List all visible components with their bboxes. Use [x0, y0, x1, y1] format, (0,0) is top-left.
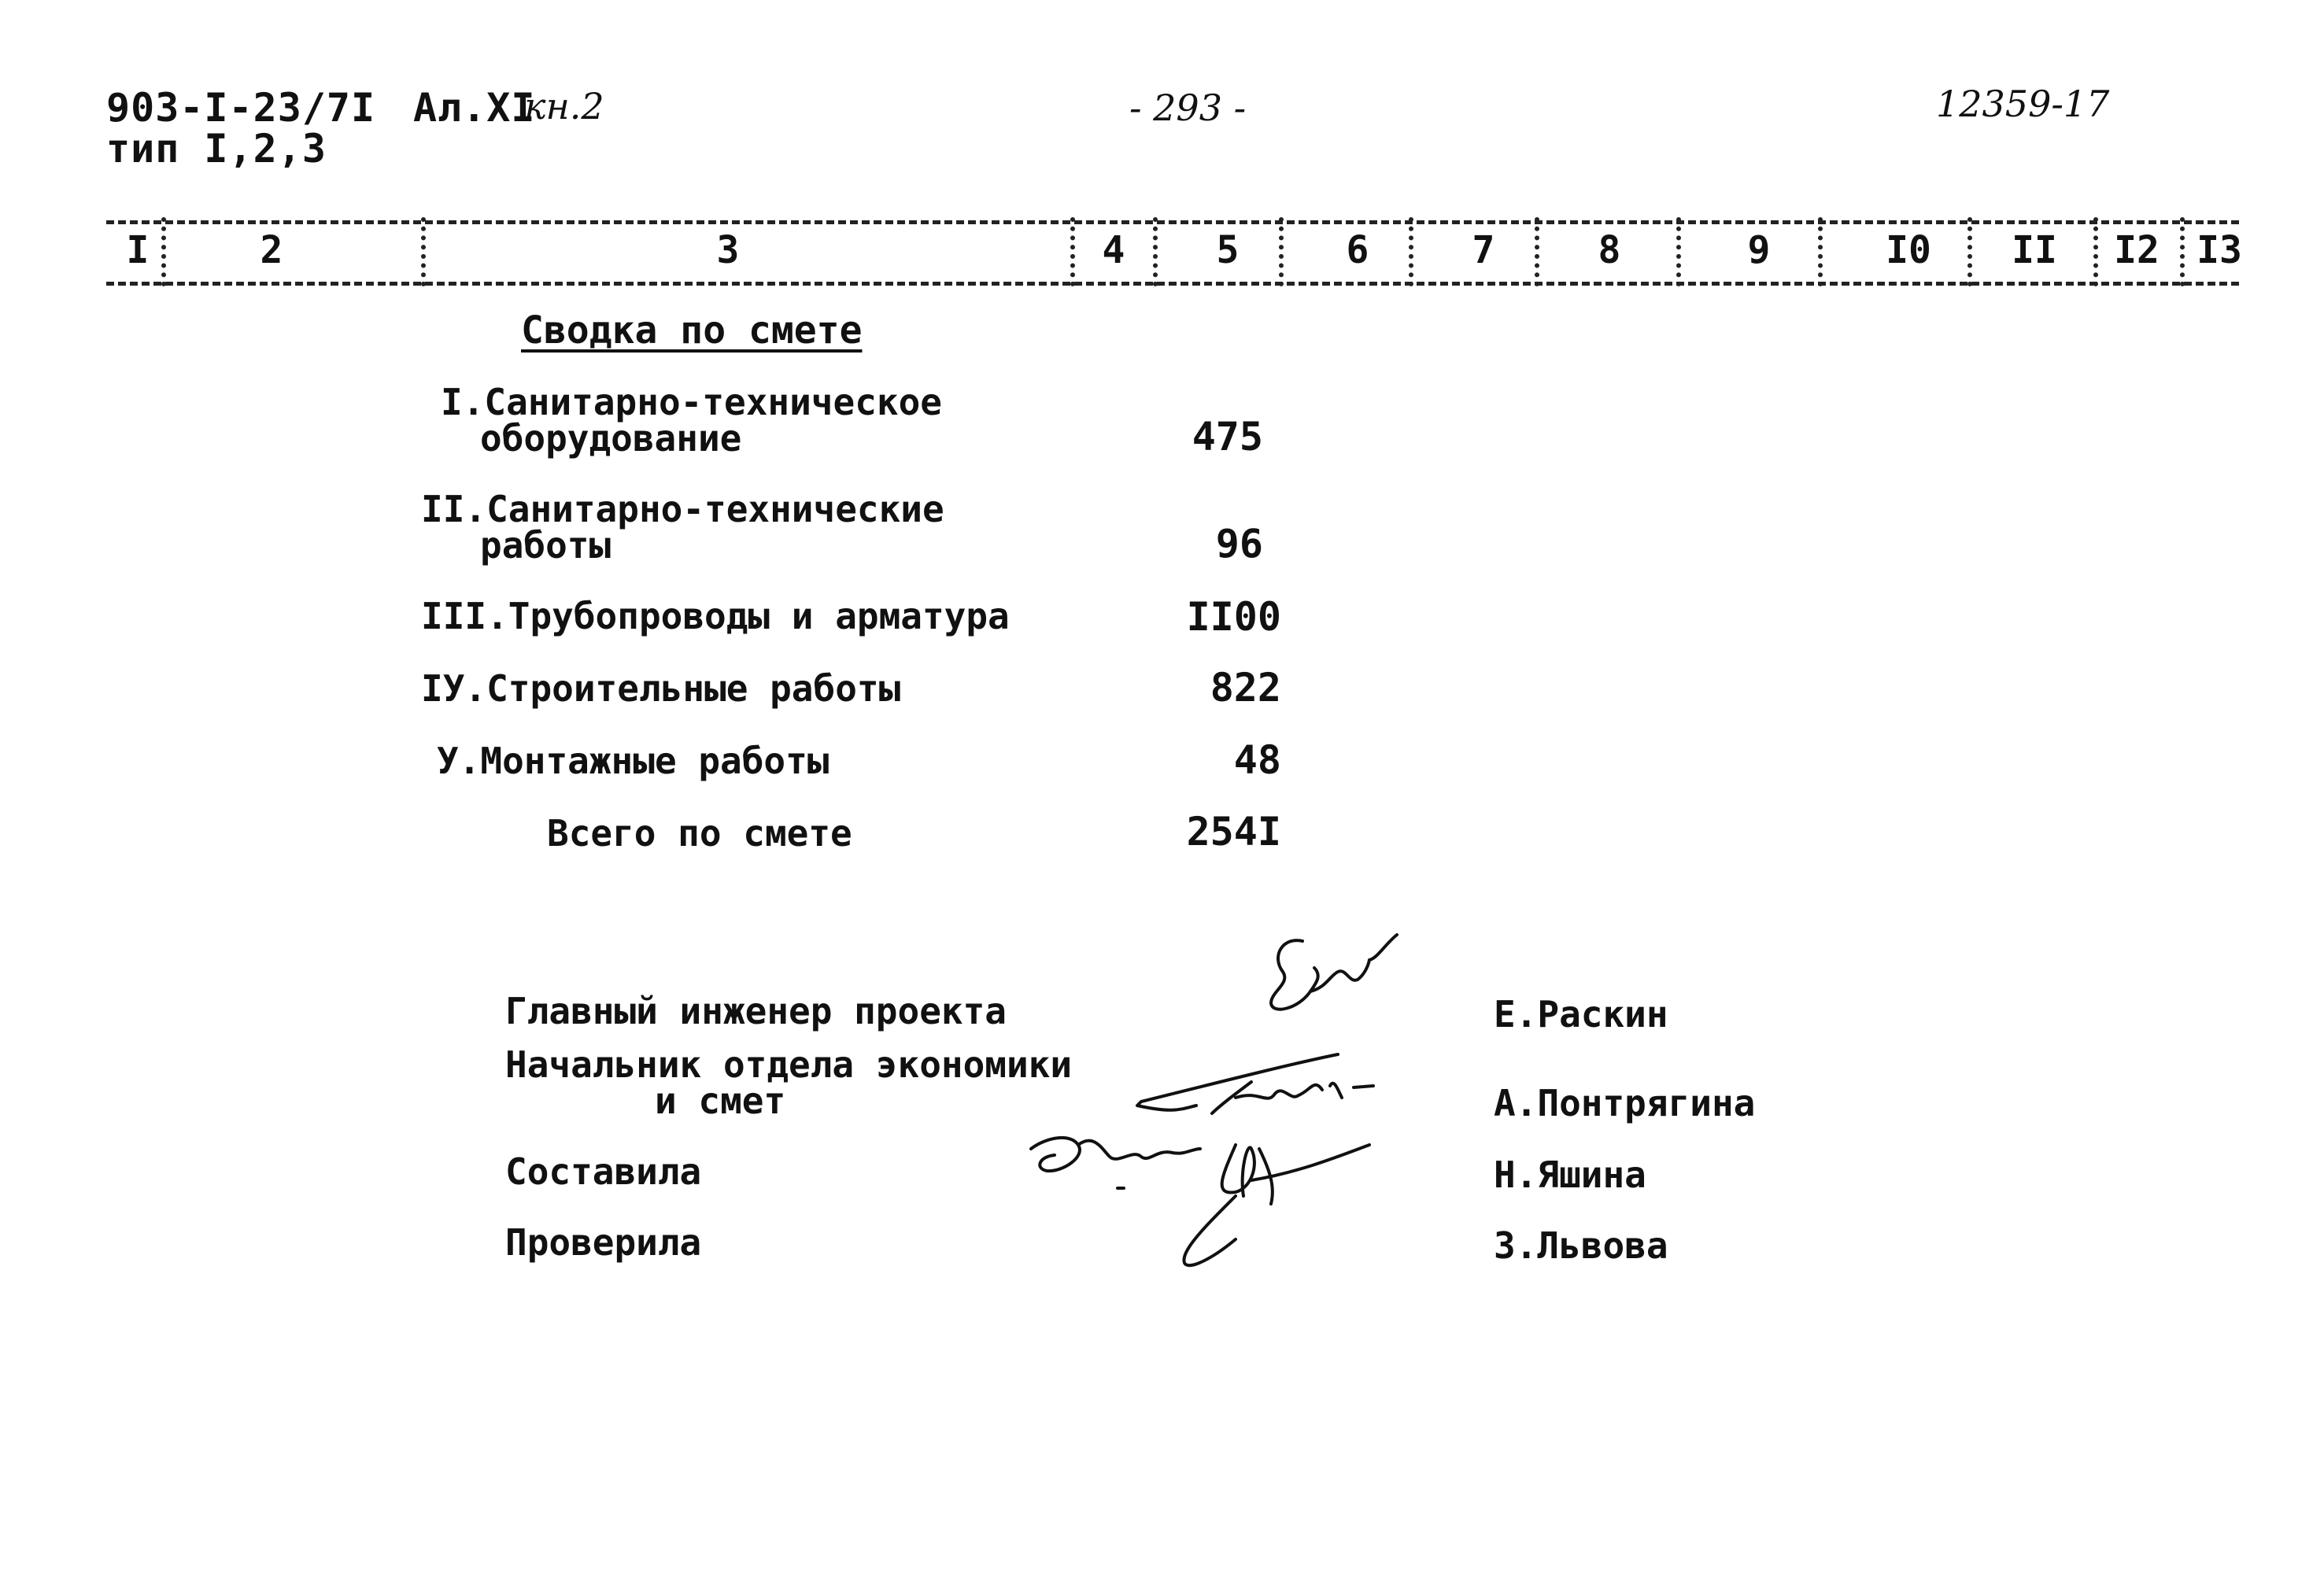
- signature-name: З.Львова: [1494, 1224, 1668, 1267]
- summary-title: Сводка по смете: [521, 308, 863, 353]
- column-number: 3: [716, 228, 740, 272]
- page-number: - 293 -: [1129, 87, 1247, 129]
- document-code: 903-I-23/7I: [106, 85, 376, 131]
- album-label: Ал.XI: [413, 85, 536, 131]
- signature-stroke: [1031, 1138, 1200, 1188]
- signature-stroke: [1137, 1054, 1373, 1113]
- signature-role: Проверила: [505, 1221, 702, 1264]
- column-separator: [1070, 217, 1075, 286]
- summary-item-label: III.Трубопроводы и арматура: [421, 595, 1010, 637]
- summary-total-label: Всего по смете: [547, 812, 852, 855]
- column-number: II: [2012, 228, 2057, 272]
- signature-name: Е.Раскин: [1494, 993, 1668, 1035]
- summary-item-label: IУ.Строительные работы: [421, 667, 901, 710]
- column-separator: [2093, 217, 2098, 286]
- summary-total-value: 254I: [1186, 809, 1281, 855]
- signature-stroke: [1271, 935, 1397, 1010]
- column-number: I: [126, 228, 150, 272]
- handwritten-signatures: [999, 913, 1440, 1306]
- summary-item-line: II.Санитарно-технические: [421, 488, 944, 530]
- signature-role: Составила: [505, 1150, 702, 1193]
- signature-stroke: [1184, 1145, 1369, 1265]
- signature-name: Н.Яшина: [1494, 1154, 1646, 1196]
- summary-item-value: 475: [1192, 414, 1263, 460]
- summary-item-line: оборудование: [480, 417, 742, 460]
- signature-role: [505, 1043, 1073, 1122]
- summary-item-line: работы: [480, 524, 611, 567]
- signature-role-line: Начальник отдела экономики: [505, 1043, 1073, 1086]
- document-id: 12359-17: [1936, 83, 2110, 125]
- summary-item-label: [441, 381, 942, 460]
- summary-item-value: 48: [1233, 737, 1281, 783]
- column-separator: [1535, 217, 1539, 286]
- book-label: кн.2: [524, 85, 604, 127]
- summary-item-label: [421, 488, 944, 567]
- column-number: I2: [2114, 228, 2160, 272]
- top-dashed-line: [106, 220, 2239, 224]
- column-number: 7: [1472, 228, 1495, 272]
- column-header-strip: [106, 206, 2242, 293]
- column-separator: [421, 217, 426, 286]
- column-separator: [2180, 217, 2185, 286]
- column-number: I3: [2197, 228, 2242, 272]
- column-separator: [1153, 217, 1158, 286]
- column-separator: [1967, 217, 1972, 286]
- column-number: 2: [260, 228, 283, 272]
- bottom-dashed-line: [106, 282, 2239, 286]
- column-number: 8: [1598, 228, 1621, 272]
- signature-role-line: и смет: [655, 1080, 786, 1122]
- column-separator: [161, 217, 166, 286]
- column-separator: [1676, 217, 1681, 286]
- column-separator: [1409, 217, 1413, 286]
- summary-item-label: У.Монтажные работы: [437, 740, 829, 782]
- column-number: 9: [1747, 228, 1771, 272]
- summary-item-value: II00: [1186, 594, 1281, 640]
- column-number: 4: [1102, 228, 1125, 272]
- signature-name: А.Понтрягина: [1494, 1082, 1756, 1124]
- summary-item-value: 96: [1215, 521, 1263, 567]
- column-separator: [1279, 217, 1284, 286]
- type-label: тип I,2,3: [106, 126, 327, 172]
- column-number: I0: [1886, 228, 1931, 272]
- summary-item-line: I.Санитарно-техническое: [441, 381, 942, 423]
- column-number: 5: [1216, 228, 1240, 272]
- column-separator: [1818, 217, 1823, 286]
- signature-role: Главный инженер проекта: [505, 990, 1007, 1032]
- summary-item-value: 822: [1210, 665, 1281, 711]
- column-number: 6: [1346, 228, 1369, 272]
